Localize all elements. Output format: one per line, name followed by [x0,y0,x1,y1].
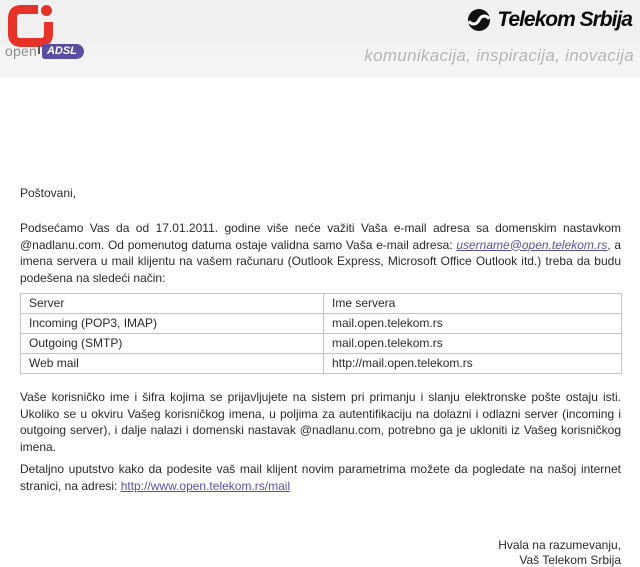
open-wordmark [5,43,95,59]
table-header-row [21,294,622,314]
table-cell-outgoing-value: mail.open.telekom.rs [324,334,622,354]
open-adsl-logo [5,4,95,59]
table-cell-webmail-value: http://mail.open.telekom.rs [324,354,622,374]
closing-thanks: Hvala na razumevanju, [20,538,621,553]
table-header-server: Server [21,294,324,314]
table-cell-incoming-value: mail.open.telekom.rs [324,314,622,334]
adsl-badge: ADSL [42,44,84,59]
closing-signature [20,538,621,567]
page-header [0,0,640,77]
greeting: Poštovani, [20,186,621,200]
closing-sender: Vaš Telekom Srbija [20,553,621,567]
table-row-outgoing [21,334,622,354]
paragraph-announcement-text-after: , a imena servera u mail klijentu na vašem računaru (Outlook Express, Microsoft Office Outlook itd.) treba da budu podešena na sledeći način: [20,238,621,285]
open-tick-decoration [38,45,40,54]
paragraph-announcement [20,220,621,286]
paragraph-announcement-text: Podsećamo Vas da od 17.01.2011. godine više neće važiti Vaša e-mail adresa sa domenskim nastavkom @nadlanu.com. Od pomenutog datuma ostaje validna samo Vaša e-mail adresa: [20,221,621,252]
table-row-incoming [21,314,622,334]
email-body [0,77,640,567]
telekom-logo-label: Telekom Srbija [497,8,632,32]
table-header-ime-servera: Ime servera [324,294,622,314]
server-settings-table [20,293,622,374]
header-tagline: komunikacija, inspiracija, inovacija [364,46,634,66]
table-cell-incoming-label: Incoming (POP3, IMAP) [21,314,324,334]
paragraph-instructions [20,461,621,494]
table-cell-webmail-label: Web mail [21,354,324,374]
telekom-swirl-icon [467,8,491,32]
paragraph-instructions-text: Detaljno uputstvo kako da podesite vaš mail klijent novim parametrima možete da pogledate na našoj internet stranici, na adresi: [20,462,621,493]
open-label: open [5,43,37,59]
instructions-url-link[interactable]: http://www.open.telekom.rs/mail [121,479,290,493]
email-address-link[interactable]: username@open.telekom.rs [456,238,607,252]
table-row-webmail [21,354,622,374]
telekom-srbija-logo [467,8,632,32]
table-cell-outgoing-label: Outgoing (SMTP) [21,334,324,354]
paragraph-credentials: Vaše korisničko ime i šifra kojima se prijavljujete na sistem pri primanju i slanju elektronske pošte ostaju isti. Ukoliko se u okviru Vašeg korisničkog imena, u poljima za autentifikaciju na dolazni i odlazni server (incoming i outgoing server), i dalje nalazi i domenski nastavak @nadlanu.com, potrebno ga je ukloniti iz Vašeg korisničkog imena. [20,389,621,455]
